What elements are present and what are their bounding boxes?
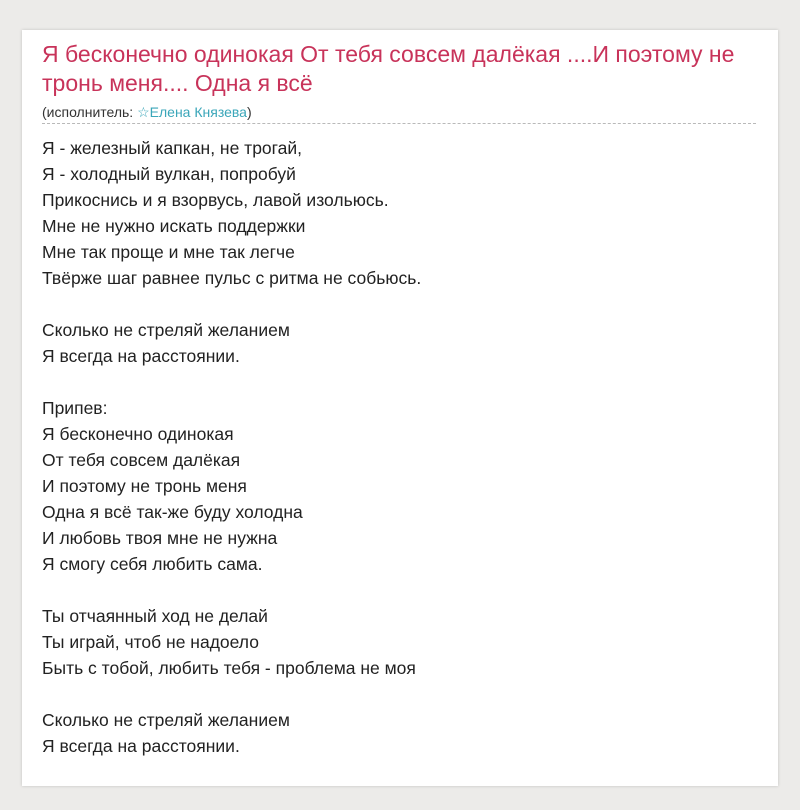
song-title: Я бесконечно одинокая От тебя совсем далёкая ....И поэтому не тронь меня.... Одна я всё (42, 41, 735, 96)
lyric-blank-line (42, 577, 756, 603)
lyric-line: Ты отчаянный ход не делай (42, 606, 268, 626)
lyric-line: От тебя совсем далёкая (42, 450, 241, 470)
lyric-line: Я бесконечно одинокая (42, 424, 234, 444)
lyric-line: Я - холодный вулкан, попробуй (42, 164, 296, 184)
lyric-line: Я всегда на расстоянии. (42, 736, 240, 756)
lyric-line: Я всегда на расстоянии. (42, 346, 240, 366)
lyric-line: Быть с тобой, любить тебя - проблема не моя (42, 658, 416, 678)
byline-suffix: ) (246, 104, 252, 120)
lyrics-text (42, 135, 756, 759)
lyric-blank-line (42, 291, 756, 317)
lyric-line: Прикоснись и я взорвусь, лавой изольюсь. (42, 190, 389, 210)
lyric-line: Я - железный капкан, не трогай, (42, 138, 303, 158)
lyric-line: Сколько не стреляй желанием (42, 710, 290, 730)
lyric-line: Припев: (42, 398, 108, 418)
star-icon: ☆ (137, 104, 150, 120)
artist-link[interactable] (137, 104, 247, 120)
lyric-blank-line (42, 369, 756, 395)
artist-name: Елена Князева (149, 104, 247, 120)
lyric-line: Твёрже шаг равнее пульс с ритма не собьюсь. (42, 268, 422, 288)
lyric-line: Сколько не стреляй желанием (42, 320, 290, 340)
lyric-line: Мне так проще и мне так легче (42, 242, 295, 262)
lyric-line: И любовь твоя мне не нужна (42, 528, 278, 548)
lyric-line: Мне не нужно искать поддержки (42, 216, 306, 236)
lyric-blank-line (42, 681, 756, 707)
byline-prefix: (исполнитель: (42, 104, 138, 120)
lyrics-card (22, 30, 778, 786)
lyric-line: Одна я всё так-же буду холодна (42, 502, 303, 522)
lyric-line: Я смогу себя любить сама. (42, 554, 263, 574)
artist-byline (42, 103, 756, 124)
lyric-line: И поэтому не тронь меня (42, 476, 247, 496)
lyric-line: Ты играй, чтоб не надоело (42, 632, 259, 652)
